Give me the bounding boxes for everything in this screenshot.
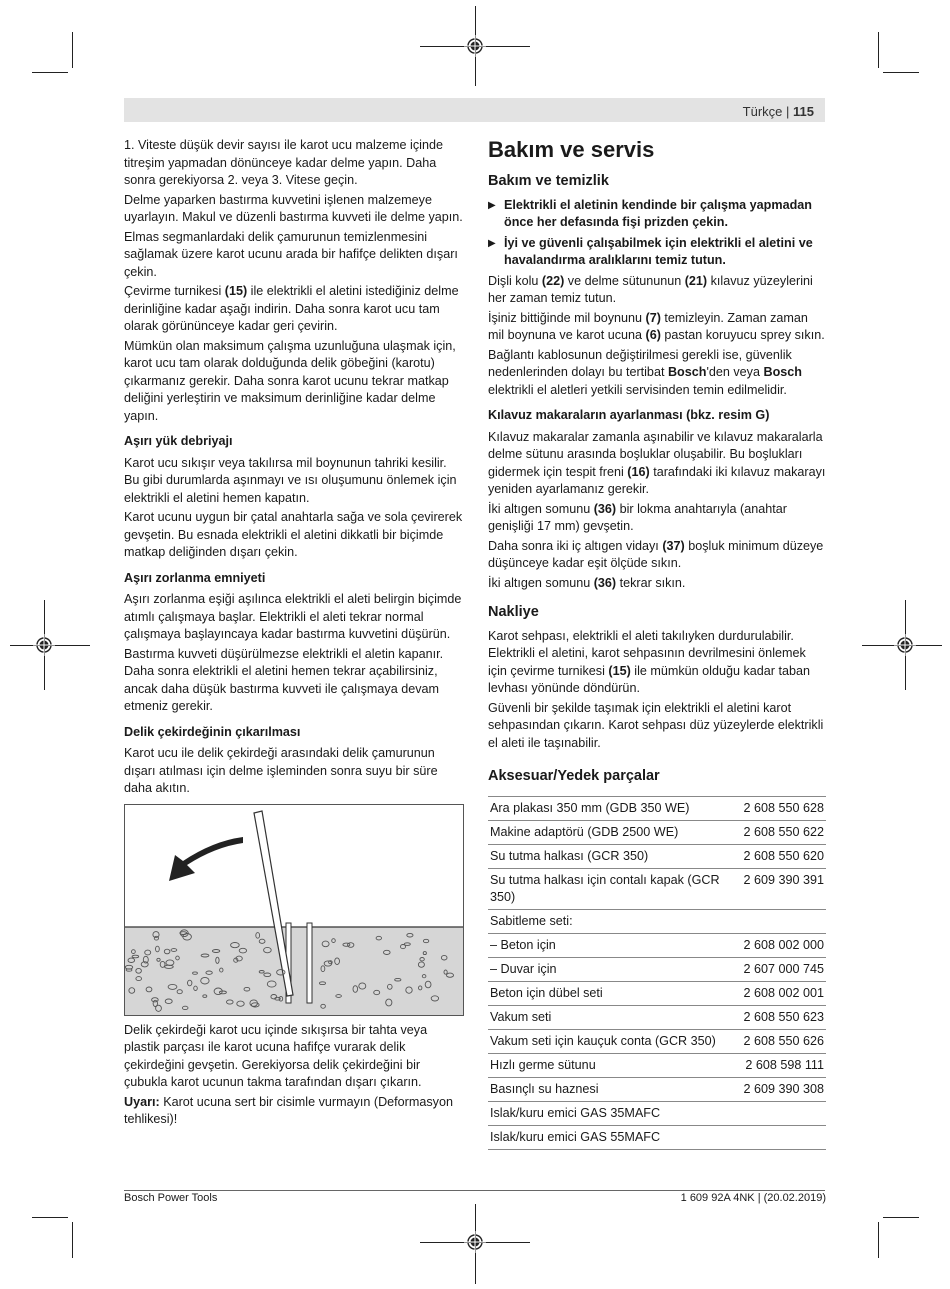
part-number: 2 609 390 391 bbox=[730, 868, 826, 909]
crop-mark bbox=[878, 32, 879, 68]
text: ve delme sütununun bbox=[564, 273, 685, 288]
registration-mark-icon bbox=[894, 634, 916, 656]
section-heading: Aşırı zorlanma emniyeti bbox=[124, 570, 266, 585]
ref-number: (21) bbox=[684, 273, 708, 288]
paragraph: Güvenli bir şekilde taşımak için elektrikli el aletini karot sehpasından çıkarın. Karot sehpası düz yüzeylerde elektrikli el aleti ile taşınabilir. bbox=[488, 700, 824, 750]
registration-mark-icon bbox=[464, 1231, 486, 1253]
ref-number: (15) bbox=[608, 663, 631, 678]
brand-name: Bosch bbox=[763, 365, 802, 379]
accessory-name: Su tutma halkası için contalı kapak (GCR 350) bbox=[488, 868, 730, 909]
text: pastan koruyucu sprey sıkın. bbox=[660, 328, 825, 342]
paragraph: Mümkün olan maksimum çalışma uzunluğuna ulaşmak için, karot ucu tam olarak dolduğunda delik göbeğini (karotu) çıkarmanız gerekir. Daha sonra karot ucunu tekrar matkap deliğini yerleştirin ve maksimum derinliğine kadar delme yapın. bbox=[124, 338, 456, 423]
part-number: 2 608 550 626 bbox=[730, 1029, 826, 1053]
section-heading: Aşırı yük debriyajı bbox=[124, 434, 233, 448]
header-language: Türkçe bbox=[742, 104, 783, 119]
table-row bbox=[488, 844, 826, 868]
bullet-triangle-icon: ▶ bbox=[488, 237, 496, 249]
ref-number: (36) bbox=[593, 501, 617, 516]
text: Elektrikli el aletinin kendinde bir çalışma yapmadan önce her defasında fişi prizden çekin. bbox=[504, 197, 812, 229]
paragraph bbox=[488, 575, 826, 593]
paragraph bbox=[124, 283, 464, 336]
text: Daha sonra iki iç altıgen vidayı bbox=[488, 538, 663, 553]
part-number: 2 608 002 000 bbox=[730, 933, 826, 957]
accessory-name: Ara plakası 350 mm (GDB 350 WE) bbox=[488, 796, 730, 820]
text: ile mümkün olduğu kadar taban levhası yönünde döndürün. bbox=[488, 663, 811, 695]
main-heading: Bakım ve servis bbox=[488, 137, 655, 162]
text: Karot sehpası, elektrikli el aleti takılıyken durdurulabilir. Elektrikli el aletini, karot sehpasının devrilmesini önlemek için çevirme turnikesi bbox=[488, 628, 806, 678]
crop-mark bbox=[878, 1222, 879, 1258]
paragraph bbox=[488, 628, 826, 698]
text: Çevirme turnikesi bbox=[124, 284, 225, 298]
text: kılavuz yüzeylerini her zaman temiz tutun. bbox=[488, 273, 813, 305]
paragraph: Delme yaparken bastırma kuvvetini işlenen malzemeye uyarlayın. Makul ve düzenli bastırma kuvveti ile delme yapın. bbox=[124, 192, 463, 224]
paragraph: Elmas segmanlardaki delik çamurunun temizlenmesini sağlamak üzere karot ucunu arada bir hafifçe delikten dışarı çekin. bbox=[124, 229, 458, 279]
part-number: 2 608 550 623 bbox=[730, 1005, 826, 1029]
part-number bbox=[730, 1125, 826, 1149]
figure-caption: Delik çekirdeği karot ucu içinde sıkışırsa bir tahta veya plastik parçası ile karot ucuna hafifçe vurarak delik çekirdeğini gevşetin. Gerekiyorsa delik çekirdeğini bir çubukla karot ucunun takma tarafından dışarı çıkarın. bbox=[124, 1022, 428, 1089]
accessory-name: Hızlı germe sütunu bbox=[488, 1053, 730, 1077]
part-number bbox=[730, 909, 826, 933]
crop-mark bbox=[32, 1217, 68, 1218]
accessory-name: Islak/kuru emici GAS 55MAFC bbox=[488, 1125, 730, 1149]
paragraph bbox=[488, 538, 826, 573]
accessory-name: – Beton için bbox=[488, 933, 730, 957]
table-row bbox=[488, 957, 826, 981]
crop-mark bbox=[883, 1217, 919, 1218]
text: İşiniz bittiğinde mil boynunu bbox=[488, 310, 646, 325]
text: Bağlantı kablosunun değiştirilmesi gerekli ise, güvenlik nedenlerinden dolayı bu tertibat bbox=[488, 347, 792, 379]
bullet-triangle-icon: ▶ bbox=[488, 199, 496, 211]
registration-mark-icon bbox=[33, 634, 55, 656]
text: 'den veya bbox=[706, 365, 764, 379]
paragraph bbox=[488, 347, 826, 400]
text: tekrar sıkın. bbox=[616, 575, 686, 590]
table-row bbox=[488, 1125, 826, 1149]
bullet-item bbox=[488, 197, 826, 232]
ref-number: (6) bbox=[645, 328, 661, 342]
accessory-name: Makine adaptörü (GDB 2500 WE) bbox=[488, 820, 730, 844]
accessory-name: Vakum seti bbox=[488, 1005, 730, 1029]
text: temizleyin. Zaman zaman mil boynuna ve karot ucuna bbox=[488, 310, 808, 342]
footer-doc-id: 1 609 92A 4NK | (20.02.2019) bbox=[680, 1192, 826, 1204]
text: İki altıgen somunu bbox=[488, 575, 594, 590]
text: ile elektrikli el aletini istediğiniz delme derinliğine kadar aşağı indirin. Daha sonra karot ucu tam olarak görününceye kadar geri çevirin. bbox=[124, 284, 459, 333]
paragraph: Karot ucu sıkışır veya takılırsa mil boynunun tahriki kesilir. Bu gibi durumlarda aşınmayı ve ısı oluşumunu önlemek için elektrikli el aletini hemen kapatın. bbox=[124, 455, 457, 505]
text: tarafındaki iki kılavuz makarayı yeniden ayarlamanız gerekir. bbox=[488, 464, 826, 496]
crop-mark bbox=[32, 72, 68, 73]
accessory-name: Basınçlı su haznesi bbox=[488, 1077, 730, 1101]
footer-publisher: Bosch Power Tools bbox=[124, 1192, 218, 1204]
ref-number: (37) bbox=[662, 538, 685, 553]
section-heading: Nakliye bbox=[488, 604, 539, 620]
footer-divider bbox=[124, 1190, 825, 1191]
table-row bbox=[488, 1005, 826, 1029]
paragraph: 1. Viteste düşük devir sayısı ile karot ucu malzeme içinde titreşim yapmadan dönünceye kadar delme yapın. Daha sonra gerekiyorsa 2. veya 3. Vitese geçin. bbox=[124, 138, 443, 187]
warning-label: Uyarı: bbox=[124, 1094, 160, 1109]
crop-mark bbox=[883, 72, 919, 73]
text: bir lokma anahtarıyla (anahtar genişliği 17 mm) gevşetin. bbox=[488, 501, 787, 533]
crop-mark bbox=[72, 32, 73, 68]
table-row bbox=[488, 796, 826, 820]
table-row bbox=[488, 1053, 826, 1077]
part-number: 2 608 550 620 bbox=[730, 844, 826, 868]
text: Karot ucuna sert bir cisimle vurmayın (Deformasyon tehlikesi)! bbox=[124, 1094, 453, 1126]
text: İki altıgen somunu bbox=[488, 501, 594, 516]
page-number: 115 bbox=[793, 104, 814, 119]
section-heading: Aksesuar/Yedek parçalar bbox=[488, 768, 660, 784]
warning-text bbox=[124, 1094, 464, 1129]
right-column bbox=[488, 137, 826, 1150]
text: boşluk minimum düzeye düşünceye kadar eşit ölçüde sıkın. bbox=[488, 538, 824, 570]
table-row bbox=[488, 981, 826, 1005]
part-number: 2 609 390 308 bbox=[730, 1077, 826, 1101]
accessory-name: Islak/kuru emici GAS 35MAFC bbox=[488, 1101, 730, 1125]
bullet-item bbox=[488, 235, 826, 270]
section-heading: Delik çekirdeğinin çıkarılması bbox=[124, 724, 301, 739]
registration-mark-icon bbox=[464, 35, 486, 57]
part-number: 2 608 550 622 bbox=[730, 820, 826, 844]
paragraph: Aşırı zorlanma eşiği aşılınca elektrikli el aleti belirgin biçimde atımlı çalışmaya başlar. Elektrikli el aleti tekrar normal çalışmaya başlayıncaya kadar bastırma kuvvetini düşürün. bbox=[124, 592, 462, 641]
part-number: 2 608 598 111 bbox=[730, 1053, 826, 1077]
paragraph: Karot ucunu uygun bir çatal anahtarla sağa ve sola çevirerek gevşetin. Bu esnada elektrikli el aletini dikkatli bir biçimde matkap deliğinden dışarı çekin. bbox=[124, 510, 463, 559]
section-heading: Kılavuz makaraların ayarlanması (bkz. resim G) bbox=[488, 408, 770, 422]
brand-name: Bosch bbox=[667, 365, 707, 379]
text: Dişli kolu bbox=[488, 273, 542, 288]
accessory-name: Vakum seti için kauçuk conta (GCR 350) bbox=[488, 1029, 730, 1053]
ref-number: (36) bbox=[593, 575, 617, 590]
accessory-name: Beton için dübel seti bbox=[488, 981, 730, 1005]
crop-mark bbox=[72, 1222, 73, 1258]
text: Kılavuz makaralar zamanla aşınabilir ve kılavuz makaralarla delme sütunu arasında boşluklar oluşabilir. Bu boşlukları gidermek için tespit freni bbox=[488, 429, 823, 479]
paragraph: Bastırma kuvveti düşürülmezse elektrikli el aletin kapanır. Daha sonra elektrikli el aletini hemen tekrar açabilirsiniz, ancak daha düşük bastırma kuvveti ile çalışmaya devam etmeniz gerekir. bbox=[124, 646, 444, 713]
table-row bbox=[488, 1101, 826, 1125]
table-row bbox=[488, 820, 826, 844]
ref-number: (7) bbox=[645, 310, 661, 325]
paragraph bbox=[488, 501, 826, 536]
paragraph bbox=[488, 273, 826, 308]
ref-number: (16) bbox=[627, 464, 650, 479]
paragraph bbox=[488, 429, 826, 499]
paragraph: Karot ucu ile delik çekirdeği arasındaki delik çamurunun dışarı atılması için delme işleminden sonra suyu bir süre daha akıtın. bbox=[124, 746, 438, 795]
table-row bbox=[488, 868, 826, 909]
table-row bbox=[488, 933, 826, 957]
accessory-name: – Duvar için bbox=[488, 957, 730, 981]
part-number: 2 608 550 628 bbox=[730, 796, 826, 820]
part-number: 2 608 002 001 bbox=[730, 981, 826, 1005]
core-removal-figure bbox=[124, 804, 464, 1016]
section-heading: Bakım ve temizlik bbox=[488, 173, 609, 189]
table-row bbox=[488, 909, 826, 933]
page-header: Türkçe | 115 bbox=[742, 104, 814, 119]
text: İyi ve güvenli çalışabilmek için elektrikli el aletini ve havalandırma aralıklarını temiz tutun. bbox=[504, 235, 813, 267]
table-row bbox=[488, 1077, 826, 1101]
ref-number: (22) bbox=[541, 273, 565, 288]
left-column bbox=[124, 137, 464, 1131]
header-bar bbox=[124, 98, 825, 122]
part-number bbox=[730, 1101, 826, 1125]
accessories-table bbox=[488, 796, 826, 1150]
ref-number: (15) bbox=[224, 284, 248, 298]
core-removal-illustration bbox=[125, 805, 463, 1015]
accessory-name: Sabitleme seti: bbox=[488, 909, 730, 933]
part-number: 2 607 000 745 bbox=[730, 957, 826, 981]
accessory-name: Su tutma halkası (GCR 350) bbox=[488, 844, 730, 868]
paragraph bbox=[488, 310, 826, 345]
table-row bbox=[488, 1029, 826, 1053]
text: elektrikli el aletleri yetkili servisinden temin edilmelidir. bbox=[488, 382, 787, 397]
